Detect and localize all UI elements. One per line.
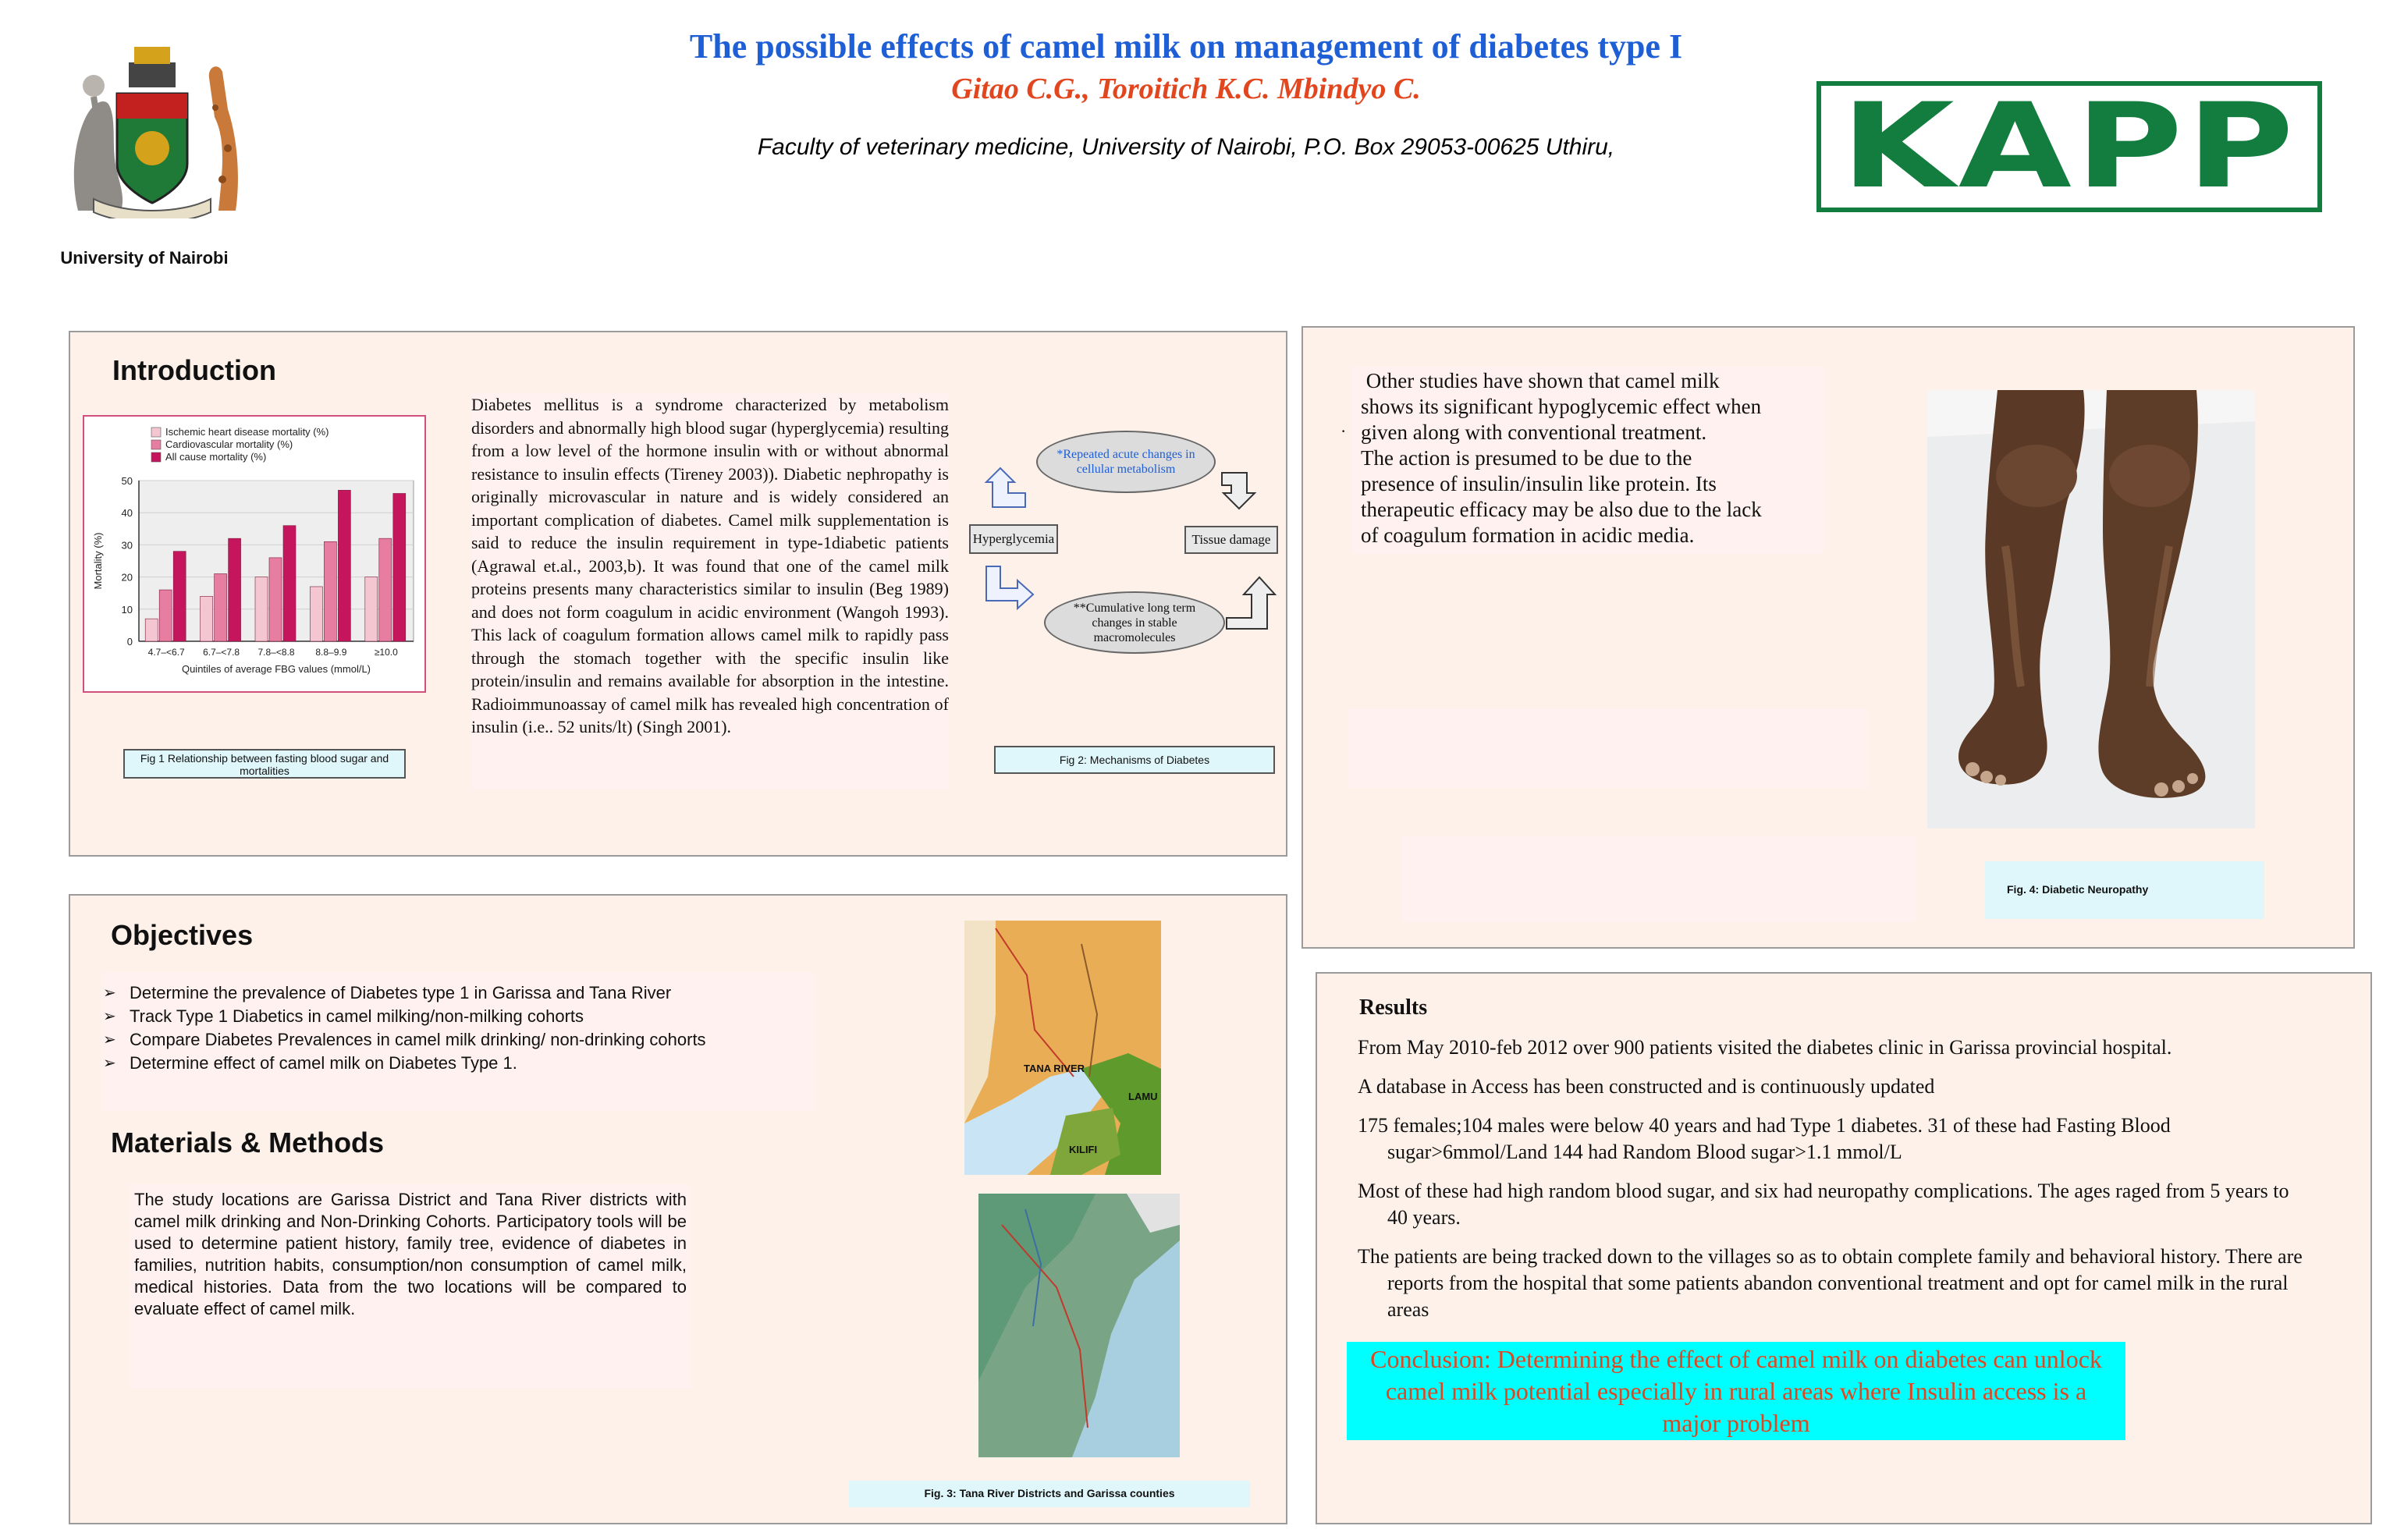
bar (393, 493, 406, 641)
objective-item-text: Determine effect of camel milk on Diabetes Type 1. (130, 1053, 517, 1073)
objective-item-text: Track Type 1 Diabetics in camel milking/non-milking cohorts (130, 1006, 584, 1026)
bar (269, 558, 282, 641)
x-tick-label: 6.7–<7.8 (203, 647, 240, 658)
fig2-caption: Fig 2: Mechanisms of Diabetes (994, 746, 1275, 774)
bar (338, 490, 350, 641)
objective-item-text: Determine the prevalence of Diabetes type 1 in Garissa and Tana River (130, 983, 672, 1002)
bar (229, 538, 241, 641)
methods-heading: Materials & Methods (111, 1127, 385, 1159)
blank-text-box (1401, 836, 1916, 922)
objective-item (103, 1028, 815, 1052)
other-studies-bullet: · (1341, 421, 1347, 441)
arrow-up-icon (986, 468, 1025, 507)
methods-box (130, 1184, 691, 1389)
results-heading: Results (1359, 995, 1428, 1020)
arrow-down-icon (1222, 473, 1255, 509)
objectives-list (101, 972, 815, 1075)
map-label: KILIFI (1069, 1144, 1098, 1155)
y-axis-label: Mortality (%) (92, 532, 104, 590)
arrow-up-right-icon (1227, 577, 1275, 629)
garissa-map (978, 1194, 1180, 1457)
other-studies-line: therapeutic efficacy may be also due to the lack (1361, 498, 1762, 521)
bar (145, 619, 158, 641)
objective-item-text: Compare Diabetes Prevalences in camel milk drinking/ non-drinking cohorts (130, 1030, 706, 1049)
y-tick-label: 50 (121, 475, 133, 487)
methods-body: The study locations are Garissa District and Tana River districts with camel milk drinking and Non-Drinking Cohorts. Participatory tools will be used to determine patient history, family tree, evidence of diabetes in families, nutrition habits, consumption/non consumption of camel milk, medical histories. Data from the two locations will be compared to evaluate effect of camel milk. (134, 1190, 687, 1318)
bar (159, 590, 172, 641)
introduction-body: Diabetes mellitus is a syndrome characterized by metabolism disorders and abnormally high blood sugar (hyperglycemia) resulting from a low level of the hormone insulin with or without abnormal resistance to insulin effects (Tireney 2003)). Diabetic nephropathy is originally microvascular in nature and is widely considered an important complication of diabetes. Camel milk supplementation is said to reduce the insulin requirement in type-1diabetic patients (Agrawal et.al., 2003,b). It was found that one of the camel milk proteins presents many characteristics similar to insulin (Beg 1989) and does not form coagulum in acidic environment (Wangoh 1993). This lack of coagulum formation allows camel milk to rapidly pass through the stomach together with the specific insulin like protein/insulin and remains available for absorption in the intestine. Radioimmunoassay of camel milk has revealed high concentration of insulin (i.e.. 52 units/lt) (Singh 2001). (471, 393, 949, 790)
bar (255, 577, 268, 641)
x-tick-label: 4.7–<6.7 (147, 647, 185, 658)
university-label: University of Nairobi (60, 248, 229, 268)
y-tick-label: 0 (126, 636, 133, 648)
fig3-caption (849, 1481, 1250, 1507)
other-studies-line: shows its significant hypoglycemic effect when (1361, 395, 1762, 418)
bar (215, 573, 227, 641)
y-tick-label: 40 (121, 507, 133, 520)
results-paragraph: The patients are being tracked down to the villages so as to obtain complete family and behavioral history. There are reports from the hospital that some patients abandon conventional treatment and opt for camel milk in the rural areas (1358, 1245, 2303, 1321)
other-studies-line: presence of insulin/insulin like protein. Its (1361, 472, 1717, 495)
bar (324, 541, 336, 641)
arrow-right-icon (986, 566, 1033, 609)
bar (379, 538, 392, 641)
conclusion-text: Conclusion: Determining the effect of camel milk on diabetes can unlock camel milk potential especially in rural areas where Insulin access is a major problem (1370, 1345, 2102, 1437)
legend-label: Ischemic heart disease mortality (%) (165, 426, 329, 438)
diagram-node-hyperglycemia-label: Hyperglycemia (972, 531, 1055, 546)
results-paragraph: A database in Access has been constructed and is continuously updated (1358, 1075, 1935, 1098)
objectives-box (101, 972, 815, 1111)
diagram-node-acute-changes-label: *Repeated acute changes in cellular metabolism (1056, 448, 1195, 476)
fig4-caption-text: Fig. 4: Diabetic Neuropathy (2007, 883, 2149, 896)
other-studies-line: of coagulum formation in acidic media. (1361, 523, 1695, 547)
bar (201, 596, 213, 641)
legend-label: Cardiovascular mortality (%) (165, 438, 293, 450)
other-studies-text (1361, 368, 1845, 548)
diabetic-neuropathy-photo (1927, 390, 2255, 829)
blank-text-box (1348, 708, 1868, 788)
bullet-arrow-icon: ➢ (103, 1031, 116, 1049)
results-paragraph: From May 2010-feb 2012 over 900 patients visited the diabetes clinic in Garissa provincial hospital. (1358, 1036, 2172, 1059)
kapp-logo (1816, 79, 2322, 215)
x-tick-label: 7.8–<8.8 (257, 647, 295, 658)
fig1-caption: Fig 1 Relationship between fasting blood sugar and mortalities (123, 749, 406, 779)
university-crest-icon (62, 31, 242, 218)
fig3-caption-text: Fig. 3: Tana River Districts and Garissa counties (924, 1487, 1175, 1499)
authors: Gitao C.G., Toroitich K.C. Mbindyo C. (951, 73, 1421, 105)
diagram-node-tissue-damage-label: Tissue damage (1191, 532, 1271, 547)
x-tick-label: ≥10.0 (374, 647, 398, 658)
other-studies-line: The action is presumed to be due to the (1361, 446, 1692, 470)
bar (283, 526, 296, 641)
y-tick-label: 10 (121, 603, 133, 616)
bar (365, 577, 378, 641)
results-paragraph: 175 females;104 males were below 40 years and had Type 1 diabetes. 31 of these had Fasting Blood sugar>6mmol/Land 144 had Random Blood sugar>1.1 mmol/L (1358, 1114, 2171, 1163)
objective-item (103, 1052, 815, 1075)
kapp-logo-text: KAPP (1841, 79, 2298, 215)
objective-item (103, 981, 815, 1005)
fig4-caption (1985, 861, 2264, 919)
objectives-heading: Objectives (111, 919, 254, 951)
other-studies-line: given along with conventional treatment. (1361, 420, 1707, 444)
map-label: TANA RIVER (1024, 1063, 1085, 1074)
y-tick-label: 30 (121, 539, 133, 552)
results-paragraph: Most of these had high random blood sugar, and six had neuropathy complications. The ages raged from 5 years to 40 years. (1358, 1180, 2289, 1229)
objective-item (103, 1005, 815, 1028)
bullet-arrow-icon: ➢ (103, 1055, 116, 1072)
diagram-arrows (969, 421, 1283, 655)
x-axis-label: Quintiles of average FBG values (mmol/L) (181, 663, 371, 675)
poster-title: The possible effects of camel milk on management of diabetes type I (689, 27, 1683, 66)
introduction-heading: Introduction (112, 354, 276, 386)
bar (173, 552, 186, 641)
fig1-mortality-chart (84, 417, 424, 691)
legend-swatch (151, 452, 161, 462)
legend-swatch (151, 428, 161, 437)
conclusion-box (1347, 1342, 2125, 1440)
map-label: LAMU (1128, 1091, 1158, 1102)
legend-label: All cause mortality (%) (165, 451, 267, 463)
bullet-arrow-icon: ➢ (103, 1008, 116, 1025)
x-tick-label: 8.8–9.9 (315, 647, 347, 658)
bar (310, 587, 322, 641)
fig2-diagram (969, 421, 1283, 644)
y-tick-label: 20 (121, 571, 133, 584)
other-studies-line: Other studies have shown that camel milk (1361, 369, 1720, 392)
affiliation: Faculty of veterinary medicine, University of Nairobi, P.O. Box 29053-00625 Uthiru, (757, 134, 1615, 160)
fig1-chart-frame (83, 415, 426, 693)
tana-river-map (964, 921, 1161, 1175)
diagram-node-cumulative-changes-label: **Cumulative long term changes in stable macromolecules (1073, 601, 1196, 644)
bullet-arrow-icon: ➢ (103, 985, 116, 1002)
results-body (1358, 1034, 2310, 1336)
legend-swatch (151, 440, 161, 449)
